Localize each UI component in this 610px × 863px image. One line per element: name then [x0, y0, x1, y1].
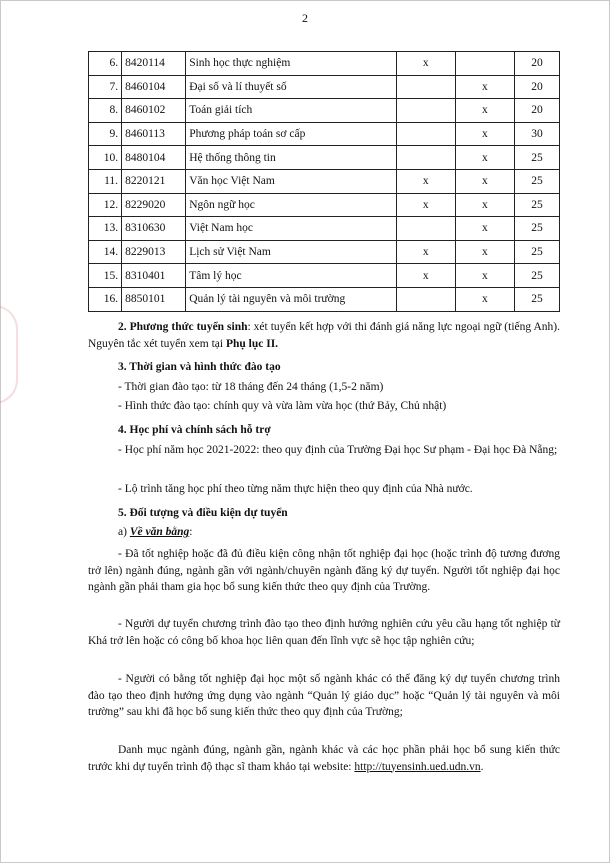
- sub-prefix: a): [118, 526, 130, 538]
- cell-code: 8460113: [122, 122, 186, 146]
- cell-quota: 20: [514, 75, 559, 99]
- section-5-p4-text: Danh mục ngành đúng, ngành gần, ngành khác và các học phần phải học bổ sung kiến thức trước khi dự tuyển trình độ thạc sĩ tham khảo tại website:: [88, 744, 560, 773]
- section-3-line1: - Thời gian đào tạo: từ 18 tháng đến 24 tháng (1,5-2 năm): [118, 381, 384, 393]
- cell-no: 10.: [89, 146, 122, 170]
- table-row: [89, 75, 560, 99]
- section-4-heading: 4. Học phí và chính sách hỗ trợ: [118, 424, 271, 436]
- cell-name: Toán giải tích: [186, 99, 396, 123]
- cell-a: [396, 122, 455, 146]
- cell-b: x: [455, 264, 514, 288]
- cell-quota: 25: [514, 264, 559, 288]
- sub-title: Về văn bằng: [129, 526, 190, 538]
- url-suffix: .: [480, 760, 484, 773]
- cell-no: 9.: [89, 122, 122, 146]
- cell-name: Văn học Việt Nam: [186, 169, 396, 193]
- table-row: [89, 169, 560, 193]
- cell-name: Quản lý tài nguyên và môi trường: [186, 287, 396, 311]
- cell-code: 8310630: [122, 217, 186, 241]
- cell-b: x: [455, 75, 514, 99]
- table-row: [89, 287, 560, 311]
- cell-quota: 25: [514, 287, 559, 311]
- cell-a: x: [396, 264, 455, 288]
- cell-code: 8460104: [122, 75, 186, 99]
- table-row: [89, 264, 560, 288]
- stamp-mark: [0, 305, 18, 404]
- section-2-heading: 2. Phương thức tuyển sinh: [118, 321, 248, 333]
- section-4-p2: - Lộ trình tăng học phí theo từng năm thực hiện theo quy định của Nhà nước.: [118, 483, 473, 495]
- cell-code: 8220121: [122, 169, 186, 193]
- cell-name: Hệ thống thông tin: [186, 146, 396, 170]
- cell-name: Đại số và lí thuyết số: [186, 75, 396, 99]
- table-row: [89, 146, 560, 170]
- cell-b: x: [455, 287, 514, 311]
- cell-no: 14.: [89, 240, 122, 264]
- table-row: [89, 240, 560, 264]
- cell-no: 16.: [89, 287, 122, 311]
- cell-a: [396, 146, 455, 170]
- cell-code: 8229013: [122, 240, 186, 264]
- cell-a: [396, 75, 455, 99]
- table-row: [89, 99, 560, 123]
- cell-no: 11.: [89, 169, 122, 193]
- cell-a: x: [396, 240, 455, 264]
- cell-name: Phương pháp toán sơ cấp: [186, 122, 396, 146]
- cell-quota: 25: [514, 169, 559, 193]
- cell-code: 8850101: [122, 287, 186, 311]
- page-number: 2: [302, 11, 308, 25]
- table-row: [89, 122, 560, 146]
- table-row: [89, 217, 560, 241]
- cell-b: x: [455, 217, 514, 241]
- section-5-p1: - Đã tốt nghiệp hoặc đã đủ điều kiện công nhận tốt nghiệp đại học (hoặc trình độ tương đương trở lên) ngành đúng, ngành gần với ngành/chuyên ngành đăng ký dự tuyển. Người tốt nghiệp đại học ngành gần phải tham gia học bổ sung kiến thức theo quy định của Trường.: [88, 548, 560, 593]
- section-2: [88, 319, 560, 352]
- cell-no: 13.: [89, 217, 122, 241]
- cell-code: 8460102: [122, 99, 186, 123]
- cell-name: Sinh học thực nghiệm: [186, 52, 396, 76]
- cell-b: x: [455, 122, 514, 146]
- sub-suffix: :: [189, 526, 193, 538]
- cell-no: 6.: [89, 52, 122, 76]
- cell-name: Việt Nam học: [186, 217, 396, 241]
- table-row: [89, 52, 560, 76]
- cell-a: [396, 217, 455, 241]
- cell-a: [396, 287, 455, 311]
- table-row: [89, 193, 560, 217]
- cell-code: 8420114: [122, 52, 186, 76]
- cell-quota: 25: [514, 217, 559, 241]
- cell-a: x: [396, 193, 455, 217]
- cell-quota: 30: [514, 122, 559, 146]
- program-table: [88, 51, 560, 312]
- cell-quota: 20: [514, 52, 559, 76]
- section-5-heading: 5. Đối tượng và điều kiện dự tuyển: [118, 507, 288, 519]
- cell-name: Tâm lý học: [186, 264, 396, 288]
- cell-code: 8310401: [122, 264, 186, 288]
- cell-no: 8.: [89, 99, 122, 123]
- section-2-text: : xét tuyển kết hợp với thi đánh giá năng lực ngoại ngữ (tiếng Anh). Nguyên tắc xét tuyển xem tại: [88, 321, 560, 350]
- cell-quota: 25: [514, 146, 559, 170]
- cell-name: Lịch sử Việt Nam: [186, 240, 396, 264]
- cell-a: x: [396, 52, 455, 76]
- cell-code: 8480104: [122, 146, 186, 170]
- cell-b: x: [455, 193, 514, 217]
- cell-b: x: [455, 240, 514, 264]
- section-5-p3: - Người có bằng tốt nghiệp đại học một số ngành khác có thể đăng ký dự tuyển chương trình đào tạo theo định hướng ứng dụng vào ngành “Quản lý giáo dục” hoặc “Quản lý tài nguyên và môi trường” sau khi đã học bổ sung kiến thức theo quy định của Trường;: [88, 673, 560, 718]
- website-link[interactable]: http://tuyensinh.ued.udn.vn: [354, 760, 481, 773]
- appendix-ref: Phụ lục II.: [225, 337, 279, 350]
- cell-b: x: [455, 169, 514, 193]
- cell-b: x: [455, 146, 514, 170]
- section-5-p2: - Người dự tuyển chương trình đào tạo theo định hướng nghiên cứu yêu cầu hạng tốt nghiệp từ Khá trở lên hoặc có công bố khoa học liên quan đến lĩnh vực sẽ học tập nghiên cứu;: [88, 618, 560, 647]
- section-5-p4: [88, 742, 560, 775]
- cell-quota: 20: [514, 99, 559, 123]
- section-3-heading: 3. Thời gian và hình thức đào tạo: [118, 361, 281, 373]
- cell-no: 15.: [89, 264, 122, 288]
- cell-quota: 25: [514, 193, 559, 217]
- cell-code: 8229020: [122, 193, 186, 217]
- cell-name: Ngôn ngữ học: [186, 193, 396, 217]
- cell-no: 12.: [89, 193, 122, 217]
- cell-b: x: [455, 99, 514, 123]
- section-3-line2: - Hình thức đào tạo: chính quy và vừa làm vừa học (thứ Bảy, Chủ nhật): [118, 400, 447, 412]
- cell-quota: 25: [514, 240, 559, 264]
- section-4-p1: - Học phí năm học 2021-2022: theo quy định của Trường Đại học Sư phạm - Đại học Đà Nẵng;: [118, 444, 558, 456]
- cell-a: [396, 99, 455, 123]
- cell-no: 7.: [89, 75, 122, 99]
- cell-a: x: [396, 169, 455, 193]
- cell-b: [455, 52, 514, 76]
- section-5-subheading: [88, 524, 560, 541]
